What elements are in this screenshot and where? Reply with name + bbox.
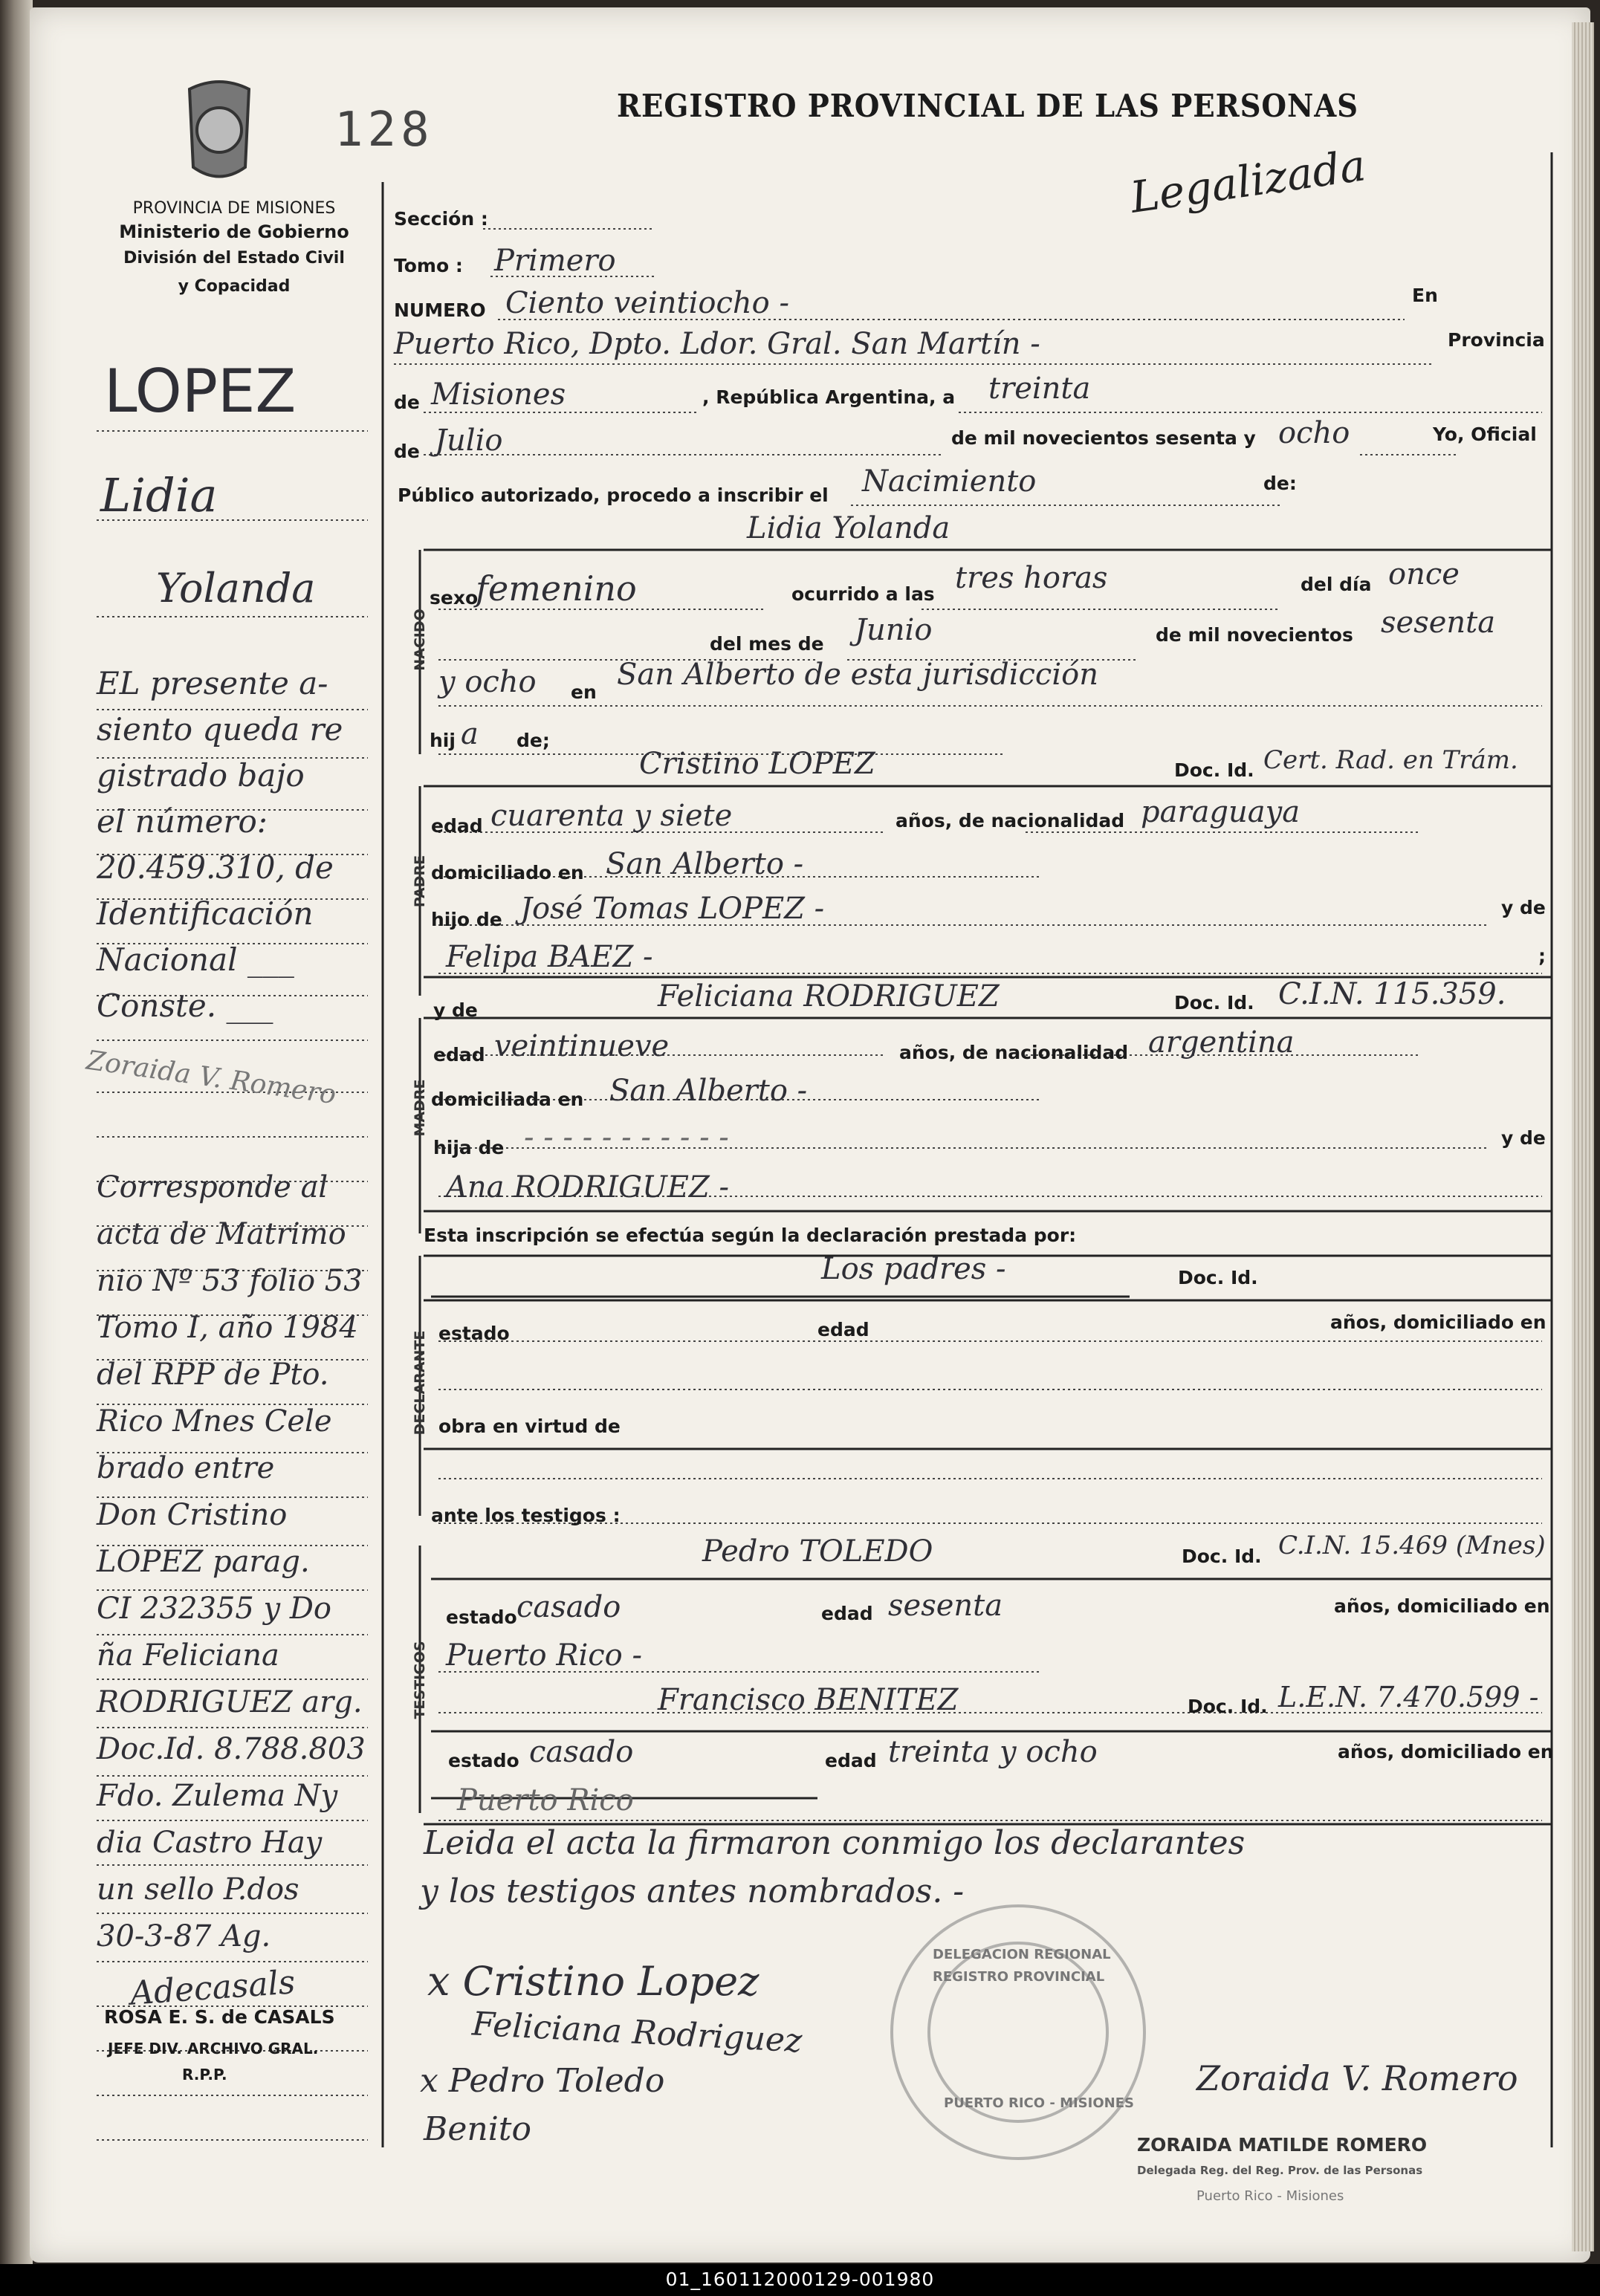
value-testigo1-nombre: Pedro TOLEDO: [702, 1534, 933, 1569]
label-mil-2: de mil novecientos: [1156, 624, 1353, 646]
label-testigo1-doc: Doc. Id.: [1182, 1546, 1262, 1567]
section-label-declarante: DECLARANTE: [412, 1330, 428, 1436]
margin-note-line: Nacional ___: [97, 941, 294, 978]
margin-stamp-line-2: JEFE DIV. ARCHIVO GRAL.: [108, 2040, 319, 2057]
label-padre-dom: domiciliado en: [431, 862, 584, 883]
value-testigo1-estado: casado: [516, 1590, 621, 1624]
margin-note-line: CI 232355 y Do: [97, 1592, 331, 1626]
margin-note-line: 20.459.310, de: [97, 849, 334, 886]
margin-note-line: el número:: [97, 803, 268, 840]
round-seal-line-1: DELEGACION REGIONAL: [933, 1947, 1111, 1962]
agency-line-4: y Copacidad: [178, 277, 291, 296]
value-padre-domicilio: San Alberto -: [606, 847, 804, 881]
label-numero: NUMERO: [394, 299, 486, 321]
agency-line-3: División del Estado Civil: [123, 249, 345, 267]
margin-note-line: nio Nº 53 folio 53: [97, 1264, 363, 1298]
value-mes-acta: Julio: [435, 424, 503, 458]
label-tomo: Tomo :: [394, 255, 463, 276]
value-madre-hija-de: - - - - - - - - - - -: [524, 1121, 729, 1155]
label-ante-testigos: ante los testigos :: [431, 1505, 621, 1526]
label-republica: , República Argentina, a: [702, 386, 956, 408]
section-label-padre: PADRE: [412, 854, 428, 908]
label-madre-edad: edad: [433, 1044, 485, 1066]
label-testigo1-anos: años, domiciliado en: [1334, 1595, 1550, 1617]
label-madre-y-de: y de: [433, 999, 478, 1021]
margin-note-line: Identificación: [97, 895, 314, 932]
label-declarante-anos: años, domiciliado en: [1330, 1311, 1546, 1333]
official-stamp-role: Delegada Reg. del Reg. Prov. de las Personas: [1137, 2164, 1423, 2177]
margin-stamp-line-3: R.P.P.: [182, 2066, 227, 2083]
label-esta-inscripcion: Esta inscripción se efectúa según la declaración prestada por:: [424, 1225, 1077, 1246]
agency-line-1: PROVINCIA DE MISIONES: [132, 199, 336, 218]
label-madre-dom: domiciliada en: [431, 1089, 584, 1110]
margin-note-line: Fdo. Zulema Ny: [97, 1779, 338, 1813]
value-madre-nombre: Feliciana RODRIGUEZ: [658, 979, 1000, 1014]
value-testigo1-edad: sesenta: [888, 1589, 1003, 1623]
margin-note-line: LOPEZ parag.: [97, 1545, 310, 1579]
value-testigo2-domicilio: Puerto Rico: [457, 1783, 634, 1817]
value-madre-doc: C.I.N. 115.359.: [1278, 977, 1506, 1011]
signature-mother: Feliciana Rodriguez: [470, 2005, 803, 2060]
label-padre-hijo-de: hijo de: [431, 909, 502, 930]
margin-note-line: Corresponde al: [97, 1170, 328, 1204]
value-numero: Ciento veintiocho -: [505, 286, 789, 320]
value-tomo: Primero: [494, 244, 616, 278]
label-del-mes: del mes de: [710, 633, 824, 655]
margin-surname: LOPEZ: [104, 357, 297, 426]
value-padre-nacionalidad: paraguaya: [1141, 795, 1301, 829]
closing-line-1: Leida el acta la firmaron conmigo los declarantes: [424, 1824, 1246, 1862]
margin-note-line: Don Cristino: [97, 1498, 288, 1532]
label-testigo1-estado: estado: [446, 1606, 517, 1628]
value-testigo1-doc: C.I.N. 15.469 (Mnes): [1278, 1531, 1546, 1560]
label-padre-edad: edad: [431, 815, 483, 837]
label-en-2: en: [571, 681, 597, 703]
margin-note-line: gistrado bajo: [97, 757, 305, 794]
label-publico: Público autorizado, procedo a inscribir el: [398, 484, 829, 506]
label-testigo2-estado: estado: [448, 1750, 519, 1771]
value-madre-edad: veintinueve: [494, 1029, 670, 1063]
signature-witness-2: Benito: [424, 2110, 531, 2148]
label-yo: Yo, Oficial: [1433, 424, 1537, 445]
margin-note-line: Conste. ___: [97, 988, 273, 1024]
value-padre-doc: Cert. Rad. en Trám.: [1263, 745, 1518, 775]
label-madre-anos: años, de nacionalidad: [899, 1042, 1129, 1063]
closing-line-2: y los testigos antes nombrados. -: [420, 1872, 965, 1910]
round-seal-shape: [892, 1906, 1144, 2159]
label-declarante-doc: Doc. Id.: [1178, 1267, 1258, 1288]
margin-signature-2: Adecasals: [129, 1963, 297, 2013]
value-ano-2: y ocho: [438, 665, 537, 699]
label-de-3: de:: [1263, 473, 1297, 494]
label-madre-hija-de: hija de: [433, 1137, 505, 1158]
signature-father: x Cristino Lopez: [427, 1958, 759, 2005]
margin-note-line: 30-3-87 Ag.: [97, 1919, 271, 1953]
margin-note-line: acta de Matrimo: [97, 1217, 346, 1251]
margin-note-line: Doc.Id. 8.788.803: [97, 1732, 366, 1766]
label-testigo2-edad: edad: [825, 1750, 877, 1771]
value-sexo: femenino: [476, 568, 637, 609]
signature-witness-1: x Pedro Toledo: [420, 2062, 665, 2100]
label-testigo1-edad: edad: [821, 1603, 873, 1624]
value-padre-edad: cuarenta y siete: [490, 799, 733, 833]
label-hij: hij: [430, 730, 456, 751]
round-seal-line-3: PUERTO RICO - MISIONES: [944, 2095, 1134, 2111]
label-seccion: Sección :: [394, 208, 488, 230]
value-ano-acta: ocho: [1278, 416, 1350, 450]
value-testigo2-estado: casado: [529, 1735, 634, 1769]
value-provincia: Misiones: [431, 377, 566, 412]
label-declarante-edad: edad: [817, 1319, 869, 1340]
label-testigo2-anos: años, domiciliado en: [1338, 1741, 1554, 1762]
margin-note-line: RODRIGUEZ arg.: [97, 1685, 363, 1719]
section-label-testigos: TESTIGOS: [412, 1641, 428, 1719]
value-nombre: Lidia Yolanda: [747, 511, 950, 545]
label-padre-anos: años, de nacionalidad: [895, 810, 1125, 831]
legalized-annotation: Legalizada: [1127, 140, 1369, 223]
label-padre-doc: Doc. Id.: [1174, 759, 1254, 781]
value-testigo2-doc: L.E.N. 7.470.599 -: [1278, 1681, 1539, 1713]
value-dia: once: [1388, 557, 1460, 591]
label-sexo: sexo: [430, 587, 479, 609]
margin-note-line: del RPP de Pto.: [97, 1358, 329, 1392]
value-declarante: Los padres -: [821, 1252, 1006, 1286]
label-mil: de mil novecientos sesenta y: [951, 427, 1256, 449]
label-padre-y-de: y de: [1501, 897, 1546, 918]
margin-note-line: EL presente a-: [97, 665, 328, 701]
value-testigo1-domicilio: Puerto Rico -: [446, 1638, 642, 1673]
margin-note-line: siento queda re: [97, 711, 343, 748]
footer-id: 01_160112000129-001980: [665, 2269, 935, 2290]
value-madre-madre: Ana RODRIGUEZ -: [446, 1170, 729, 1204]
signature-official: Zoraida V. Romero: [1196, 2058, 1518, 2098]
margin-stamp-line-1: ROSA E. S. de CASALS: [104, 2006, 335, 2028]
section-label-nacido: NACIDO: [412, 609, 428, 671]
margin-note-line: brado entre: [97, 1451, 275, 1485]
margin-second-name: Yolanda: [156, 565, 316, 612]
label-madre-y-de-2: y de: [1501, 1127, 1546, 1149]
label-madre-doc: Doc. Id.: [1174, 992, 1254, 1014]
round-seal-line-2: REGISTRO PROVINCIAL: [933, 1969, 1105, 1985]
value-ano: sesenta: [1381, 606, 1496, 640]
margin-note-line: un sello P.dos: [97, 1872, 299, 1907]
value-testigo2-edad: treinta y ocho: [888, 1735, 1098, 1769]
value-padre-hijo-de: José Tomas LOPEZ -: [520, 892, 825, 926]
label-en: En: [1412, 285, 1438, 306]
value-madre-nacionalidad: argentina: [1148, 1025, 1295, 1060]
document-title: REGISTRO PROVINCIAL DE LAS PERSONAS: [617, 88, 1358, 124]
label-testigo2-doc: Doc. Id.: [1188, 1696, 1268, 1717]
record-number: 128: [334, 103, 434, 158]
value-lugar: Puerto Rico, Dpto. Ldor. Gral. San Martín -: [394, 327, 1040, 361]
crest-shape: [190, 82, 249, 177]
label-semicolon: ;: [1538, 945, 1546, 967]
margin-signature-1: Zoraida V. Romero: [84, 1045, 338, 1111]
label-provincia: Provincia: [1448, 329, 1545, 351]
value-dia-acta: treinta: [988, 372, 1091, 406]
margin-note-line: dia Castro Hay: [97, 1826, 323, 1860]
label-del-dia: del día: [1301, 574, 1372, 595]
margin-first-name: Lidia: [100, 468, 218, 522]
agency-line-2: Ministerio de Gobierno: [119, 221, 349, 242]
margin-note-line: Rico Mnes Cele: [97, 1404, 332, 1439]
value-madre-domicilio: San Alberto -: [609, 1074, 808, 1108]
label-declarante-estado: estado: [438, 1323, 510, 1344]
label-ocurrido: ocurrido a las: [791, 583, 935, 605]
value-hora: tres horas: [955, 561, 1108, 595]
value-acto: Nacimiento: [862, 464, 1037, 499]
official-stamp-place: Puerto Rico - Misiones: [1196, 2188, 1344, 2204]
value-mes: Junio: [855, 613, 933, 647]
value-lugar-nacimiento: San Alberto de esta jurisdicción: [617, 658, 1098, 692]
value-hij: a: [461, 717, 479, 751]
official-stamp-name: ZORAIDA MATILDE ROMERO: [1137, 2134, 1428, 2156]
margin-note-line: Tomo I, año 1984: [97, 1311, 358, 1345]
value-testigo2-nombre: Francisco BENITEZ: [658, 1683, 959, 1717]
value-padre-madre: Felipa BAEZ -: [446, 940, 653, 974]
label-de: de: [394, 392, 420, 413]
label-de-4: de;: [516, 730, 550, 751]
margin-note-line: ña Feliciana: [97, 1638, 279, 1673]
label-obra: obra en virtud de: [438, 1415, 621, 1437]
label-de-2: de: [394, 441, 420, 462]
value-padre-nombre: Cristino LOPEZ: [639, 747, 875, 781]
section-label-madre: MADRE: [412, 1079, 428, 1137]
